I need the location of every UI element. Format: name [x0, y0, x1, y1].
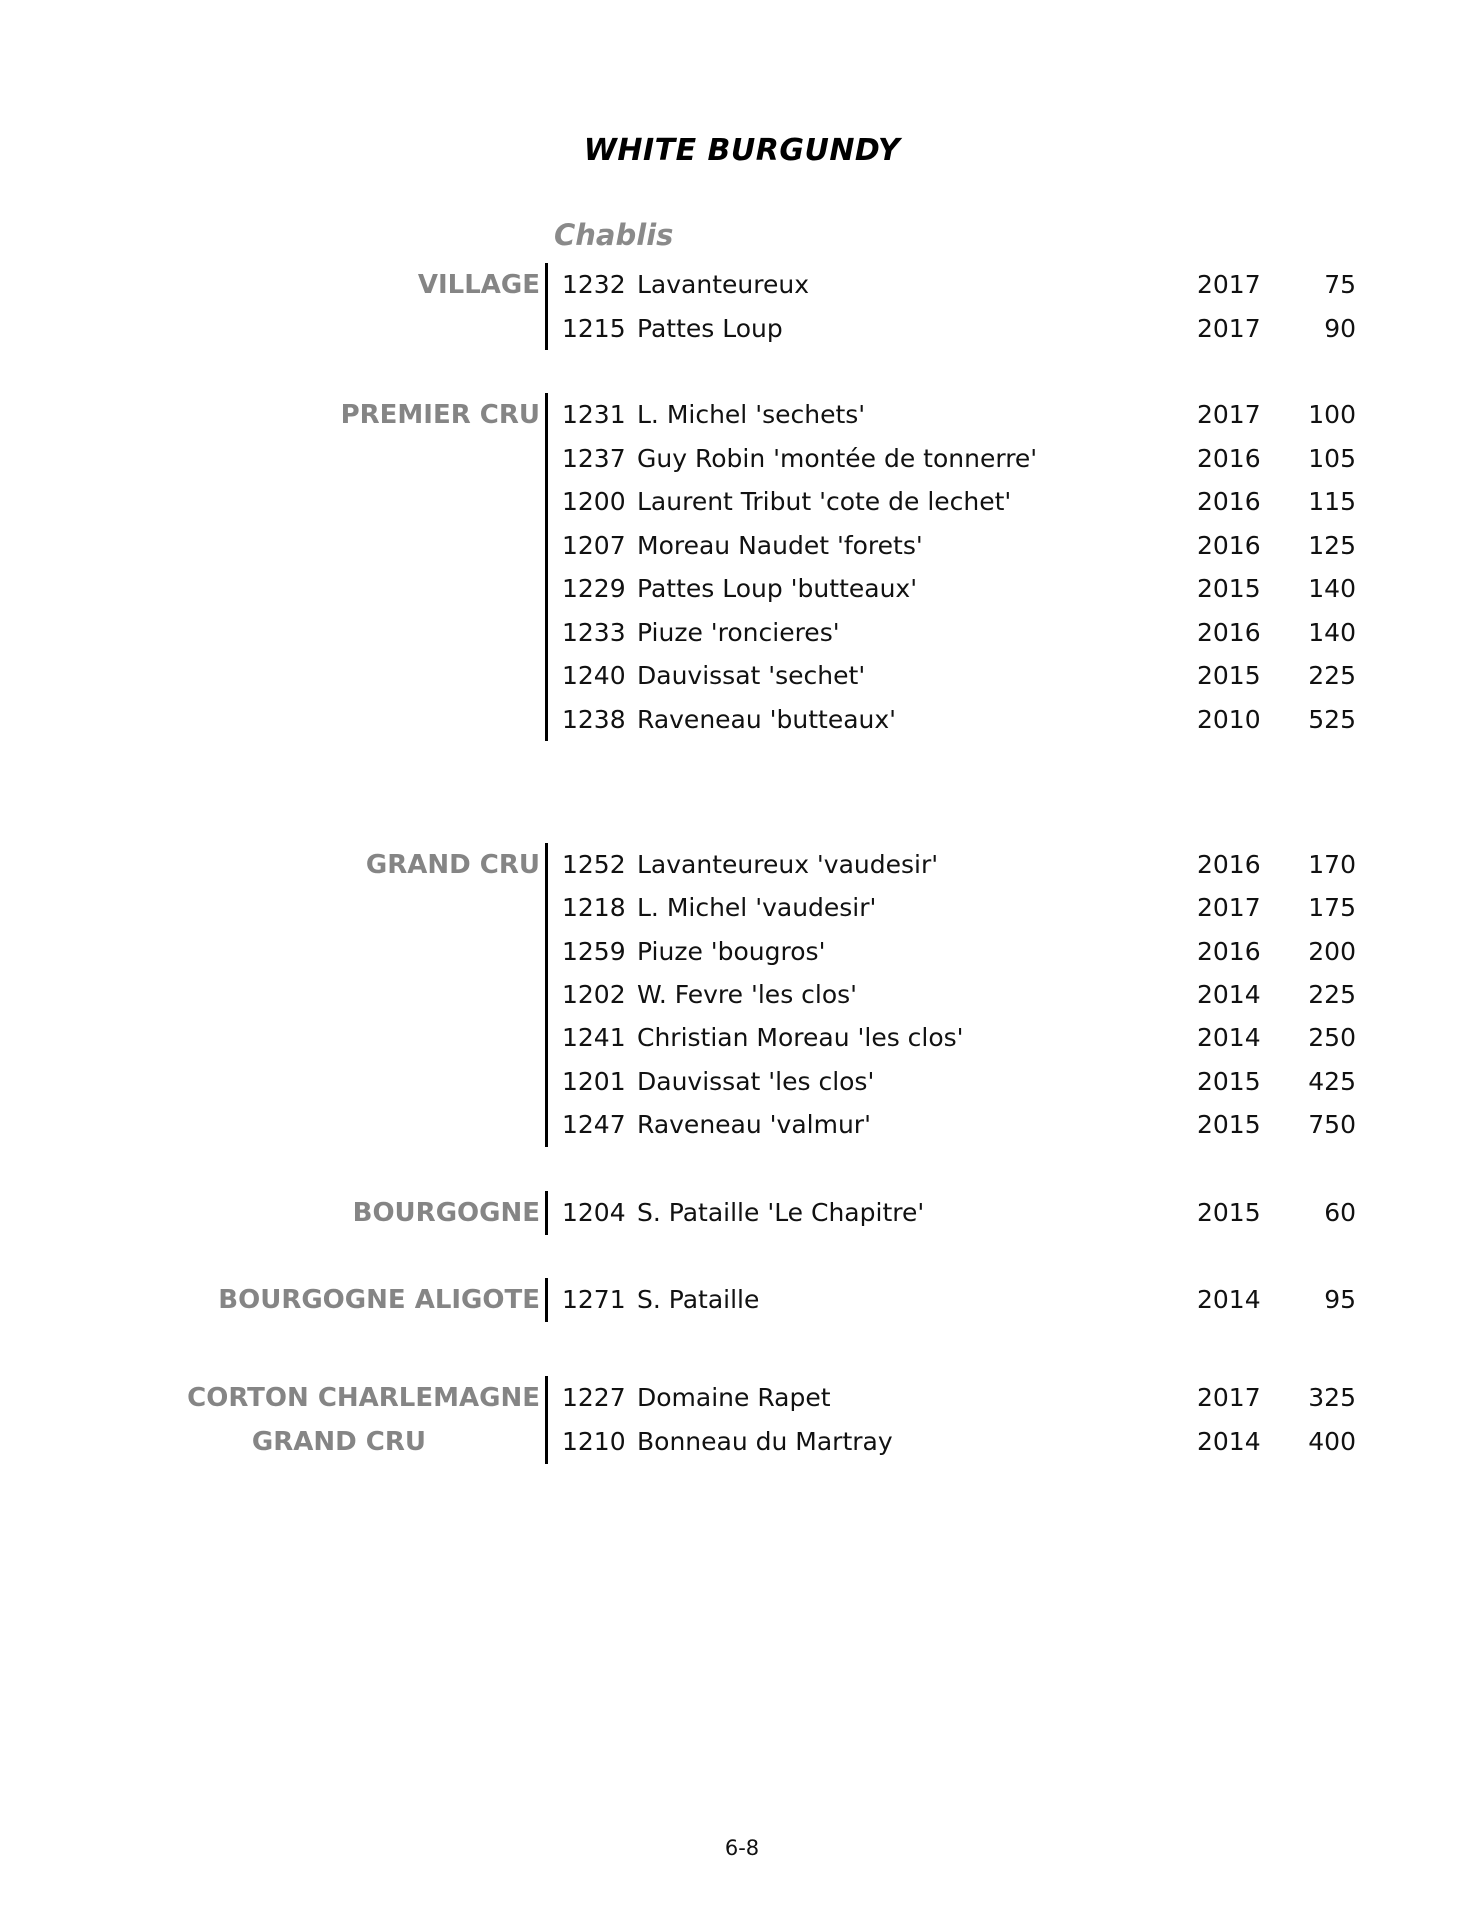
vintage-year: 2010 — [1197, 705, 1261, 734]
wine-name: Dauvissat 'sechet' — [637, 661, 866, 690]
wine-name: S. Pataille 'Le Chapitre' — [637, 1198, 925, 1227]
wine-name: Guy Robin 'montée de tonnerre' — [637, 444, 1038, 473]
wine-name: S. Pataille — [637, 1285, 760, 1314]
wine-row — [0, 1191, 1484, 1235]
price: 125 — [1308, 531, 1356, 560]
price: 250 — [1308, 1023, 1356, 1052]
wine-row — [0, 1016, 1484, 1060]
wine-name: Piuze 'bougros' — [637, 937, 826, 966]
vintage-year: 2016 — [1197, 850, 1261, 879]
price: 95 — [1324, 1285, 1356, 1314]
price: 225 — [1308, 661, 1356, 690]
wine-row — [0, 698, 1484, 742]
bin-number: 1210 — [562, 1427, 626, 1456]
wine-row — [0, 480, 1484, 524]
vintage-year: 2016 — [1197, 937, 1261, 966]
wine-row — [0, 1103, 1484, 1147]
wine-row — [0, 393, 1484, 437]
vintage-year: 2015 — [1197, 661, 1261, 690]
bin-number: 1241 — [562, 1023, 626, 1052]
wine-name: Lavanteureux — [637, 270, 809, 299]
wine-row — [0, 1060, 1484, 1104]
wine-name: Raveneau 'butteaux' — [637, 705, 897, 734]
wine-row — [0, 930, 1484, 974]
vintage-year: 2015 — [1197, 1110, 1261, 1139]
wine-name: Lavanteureux 'vaudesir' — [637, 850, 939, 879]
bin-number: 1240 — [562, 661, 626, 690]
price: 200 — [1308, 937, 1356, 966]
wine-row — [0, 611, 1484, 655]
wine-name: Christian Moreau 'les clos' — [637, 1023, 964, 1052]
vintage-year: 2016 — [1197, 531, 1261, 560]
bin-number: 1247 — [562, 1110, 626, 1139]
wine-name: Bonneau du Martray — [637, 1427, 893, 1456]
wine-name: Dauvissat 'les clos' — [637, 1067, 875, 1096]
bin-number: 1229 — [562, 574, 626, 603]
wine-name: Piuze 'roncieres' — [637, 618, 840, 647]
wine-row — [0, 567, 1484, 611]
bin-number: 1207 — [562, 531, 626, 560]
category-label: VILLAGE — [417, 270, 540, 300]
wine-row — [0, 654, 1484, 698]
wine-row — [0, 307, 1484, 351]
price: 90 — [1324, 314, 1356, 343]
category-label: PREMIER CRU — [340, 400, 540, 430]
wine-row — [0, 1420, 1484, 1464]
wine-row — [0, 1278, 1484, 1322]
wine-name: Laurent Tribut 'cote de lechet' — [637, 487, 1012, 516]
bin-number: 1232 — [562, 270, 626, 299]
wine-name: W. Fevre 'les clos' — [637, 980, 858, 1009]
bin-number: 1237 — [562, 444, 626, 473]
wine-row — [0, 886, 1484, 930]
price: 175 — [1308, 893, 1356, 922]
wine-row — [0, 843, 1484, 887]
bin-number: 1227 — [562, 1383, 626, 1412]
bin-number: 1200 — [562, 487, 626, 516]
wine-name: L. Michel 'vaudesir' — [637, 893, 877, 922]
category-label: CORTON CHARLEMAGNE — [187, 1383, 540, 1413]
price: 140 — [1308, 574, 1356, 603]
price: 100 — [1308, 400, 1356, 429]
bin-number: 1238 — [562, 705, 626, 734]
bin-number: 1204 — [562, 1198, 626, 1227]
page-number: 6-8 — [724, 1836, 760, 1860]
price: 750 — [1308, 1110, 1356, 1139]
vintage-year: 2017 — [1197, 314, 1261, 343]
bin-number: 1271 — [562, 1285, 626, 1314]
price: 225 — [1308, 980, 1356, 1009]
bin-number: 1201 — [562, 1067, 626, 1096]
wine-name: Raveneau 'valmur' — [637, 1110, 871, 1139]
bin-number: 1202 — [562, 980, 626, 1009]
vintage-year: 2015 — [1197, 574, 1261, 603]
vintage-year: 2015 — [1197, 1198, 1261, 1227]
vintage-year: 2014 — [1197, 1285, 1261, 1314]
wine-row — [0, 437, 1484, 481]
bin-number: 1215 — [562, 314, 626, 343]
category-label-line2: GRAND CRU — [251, 1427, 426, 1457]
bin-number: 1231 — [562, 400, 626, 429]
wine-name: Domaine Rapet — [637, 1383, 831, 1412]
bin-number: 1259 — [562, 937, 626, 966]
vintage-year: 2016 — [1197, 444, 1261, 473]
price: 60 — [1324, 1198, 1356, 1227]
vintage-year: 2017 — [1197, 400, 1261, 429]
price: 170 — [1308, 850, 1356, 879]
vintage-year: 2017 — [1197, 270, 1261, 299]
wine-name: Pattes Loup 'butteaux' — [637, 574, 918, 603]
region-subtitle: Chablis — [554, 218, 674, 252]
category-label: BOURGOGNE — [352, 1198, 540, 1228]
vintage-year: 2016 — [1197, 487, 1261, 516]
vintage-year: 2014 — [1197, 980, 1261, 1009]
price: 325 — [1308, 1383, 1356, 1412]
wine-name: L. Michel 'sechets' — [637, 400, 866, 429]
wine-name: Moreau Naudet 'forets' — [637, 531, 923, 560]
bin-number: 1233 — [562, 618, 626, 647]
price: 140 — [1308, 618, 1356, 647]
wine-name: Pattes Loup — [637, 314, 783, 343]
price: 105 — [1308, 444, 1356, 473]
category-label: BOURGOGNE ALIGOTE — [218, 1285, 540, 1315]
vintage-year: 2014 — [1197, 1427, 1261, 1456]
vintage-year: 2017 — [1197, 1383, 1261, 1412]
wine-row — [0, 1376, 1484, 1420]
page-title: WHITE BURGUNDY — [583, 133, 901, 168]
wine-row — [0, 524, 1484, 568]
category-label: GRAND CRU — [365, 850, 540, 880]
price: 115 — [1308, 487, 1356, 516]
vintage-year: 2017 — [1197, 893, 1261, 922]
wine-row — [0, 263, 1484, 307]
bin-number: 1252 — [562, 850, 626, 879]
price: 400 — [1308, 1427, 1356, 1456]
vintage-year: 2016 — [1197, 618, 1261, 647]
vintage-year: 2014 — [1197, 1023, 1261, 1052]
vintage-year: 2015 — [1197, 1067, 1261, 1096]
wine-row — [0, 973, 1484, 1017]
price: 75 — [1324, 270, 1356, 299]
bin-number: 1218 — [562, 893, 626, 922]
price: 525 — [1308, 705, 1356, 734]
price: 425 — [1308, 1067, 1356, 1096]
